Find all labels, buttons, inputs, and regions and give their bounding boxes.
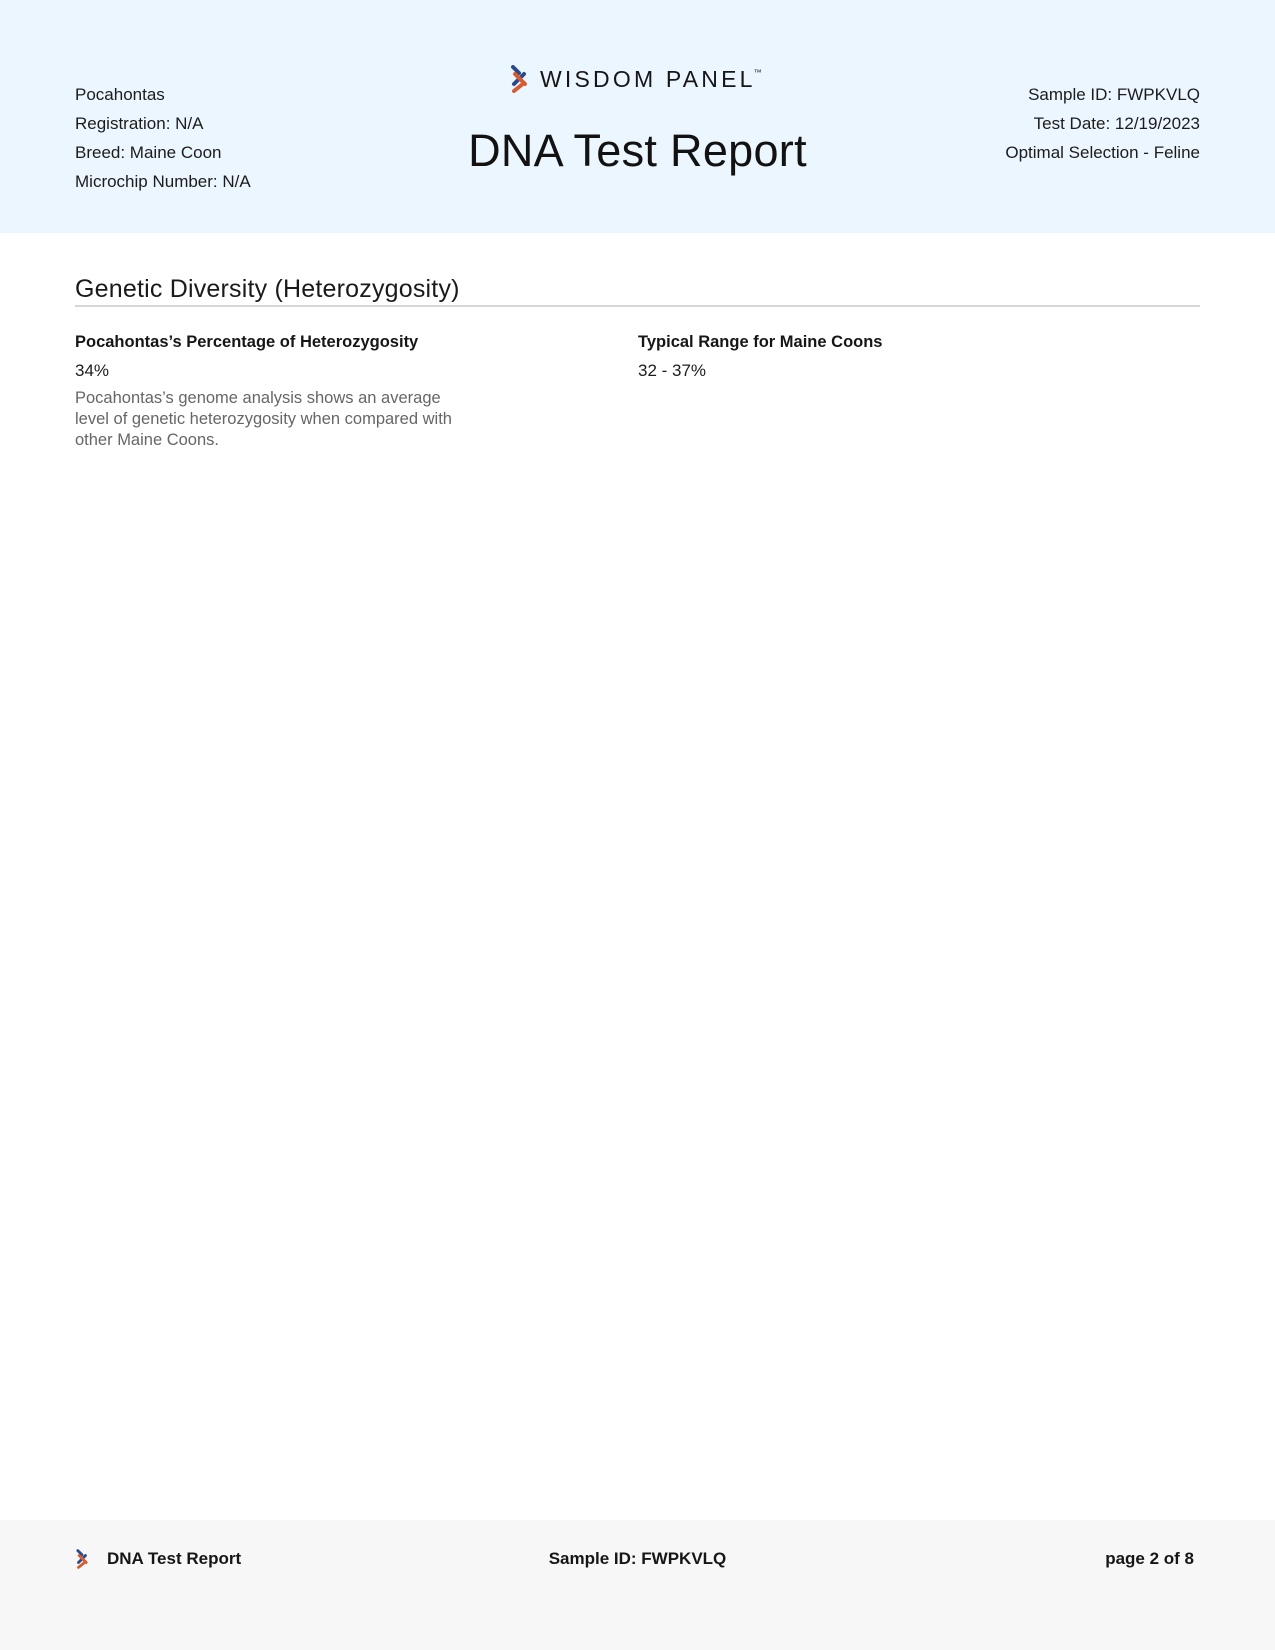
- brand-logo: [509, 64, 762, 94]
- report-title: DNA Test Report: [468, 125, 807, 176]
- breed-range-label: Typical Range for Maine Coons: [638, 333, 883, 351]
- footer-title: DNA Test Report: [107, 1549, 242, 1568]
- report-footer: [0, 1520, 1275, 1650]
- pet-heterozygosity-label: Pocahontas’s Percentage of Heterozygosity: [75, 333, 419, 351]
- report-header: [0, 0, 1275, 233]
- pet-microchip: Microchip Number: N/A: [75, 172, 251, 191]
- footer-page-number: page 2 of 8: [1105, 1549, 1194, 1568]
- pet-heterozygosity: [75, 330, 455, 451]
- pet-heterozygosity-value: 34%: [75, 361, 110, 380]
- pet-registration: Registration: N/A: [75, 114, 204, 133]
- breed-range-value: 32 - 37%: [638, 361, 707, 380]
- section-title: Genetic Diversity (Heterozygosity): [75, 275, 460, 303]
- footer-sample-id: Sample ID: FWPKVLQ: [548, 1549, 727, 1568]
- product-name: Optimal Selection - Feline: [1005, 143, 1200, 162]
- wisdom-panel-helix-icon: [509, 65, 529, 93]
- brand-wordmark: WISDOM PANEL™: [540, 65, 762, 92]
- pet-breed: Breed: Maine Coon: [75, 143, 222, 162]
- footer-sample-id-wrap: [0, 1546, 1275, 1572]
- sample-id: Sample ID: FWPKVLQ: [1028, 85, 1200, 104]
- test-info: [1005, 80, 1200, 167]
- section-divider: [75, 305, 1200, 307]
- pet-name: Pocahontas: [75, 85, 165, 104]
- pet-heterozygosity-description: Pocahontas’s genome analysis shows an average level of genetic heterozygosity when compared with other Maine Coons.: [75, 389, 452, 449]
- breed-typical-range: [638, 330, 1138, 383]
- footer-page-wrap: [1105, 1546, 1194, 1572]
- test-date: Test Date: 12/19/2023: [1033, 114, 1200, 133]
